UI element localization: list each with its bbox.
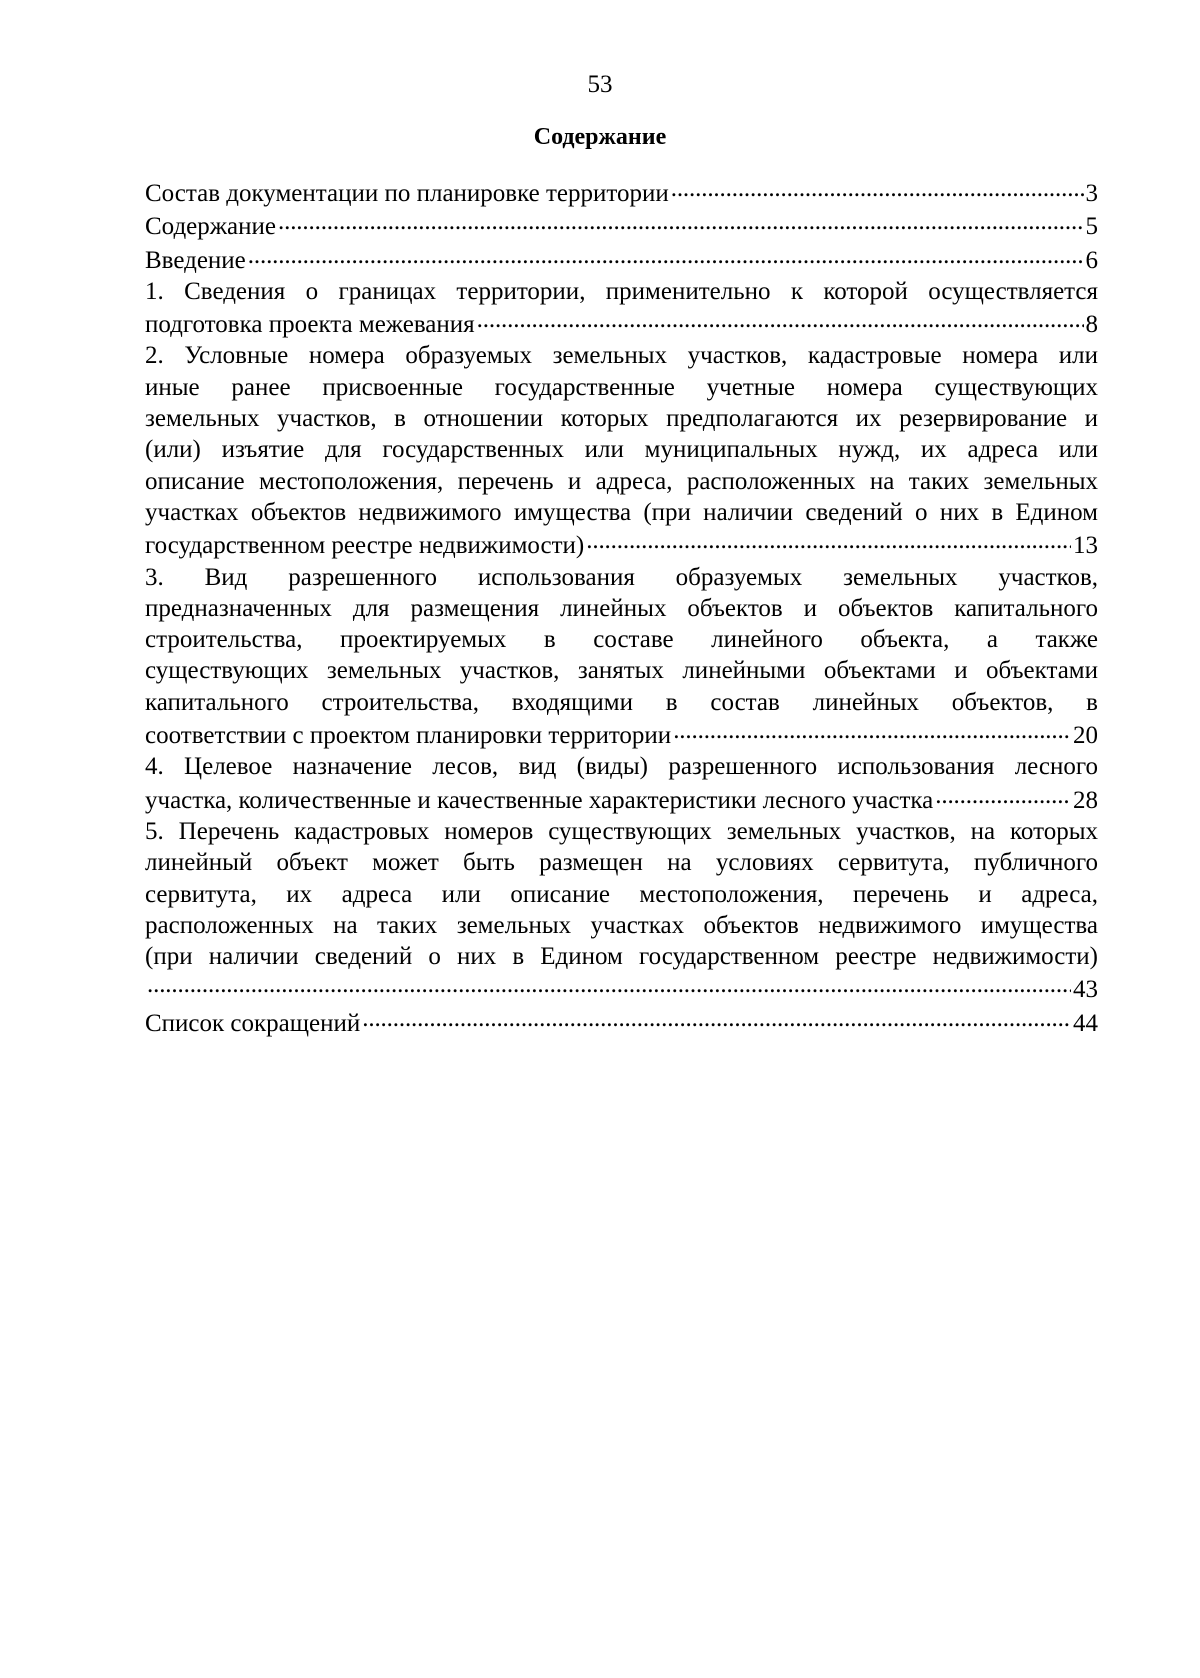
toc-page-number: 20 [1073,722,1098,750]
toc-entry-text: Список сокращений [145,1009,361,1037]
toc-entry-text: государственном реестре недвижимости) [145,532,585,560]
toc-entry-line: описание местоположения, перечень и адреса, расположенных на таких земельных [145,467,1098,495]
page-number: 53 [587,71,613,98]
toc-entry-text: участка, количественные и качественные характеристики лесного участка [145,786,934,814]
toc-page-number: 6 [1085,246,1098,274]
toc-page-number: 43 [1073,976,1098,1004]
dot-leader [935,783,1071,808]
toc-entry-line: расположенных на таких земельных участках объектов недвижимого имущества [145,911,1098,939]
toc-entry[interactable] [145,1006,1098,1039]
toc-entry-last-line [145,972,1098,1005]
toc-entry-line: 2. Условные номера образуемых земельных участков, кадастровые номера или [145,342,1098,370]
toc-entry-line: 1. Сведения о границах территории, применительно к которой осуществляется [145,277,1098,305]
toc-entry-line: 4. Целевое назначение лесов, вид (виды) разрешенного использования лесного [145,753,1098,781]
toc-entry-line: существующих земельных участков, занятых линейными объектами и объектами [145,657,1098,685]
toc-entry[interactable] [145,209,1098,242]
dot-leader [362,1006,1071,1031]
dot-leader [248,243,1084,268]
toc-entry-line: строительства, проектируемых в составе линейного объекта, а также [145,626,1098,654]
dot-leader [673,718,1071,743]
dot-leader [278,209,1084,234]
toc-page-number: 13 [1073,532,1098,560]
toc-page-number: 5 [1085,213,1098,241]
toc-entry-text: Содержание [145,213,276,241]
toc-entry-last-line [145,718,1098,751]
toc-page-number: 3 [1085,180,1098,207]
toc-entry-line: сервитута, их адреса или описание местоположения, перечень и адреса, [145,880,1098,908]
dot-leader [671,176,1084,201]
toc-entry-last-line [145,1006,1098,1039]
table-of-contents [145,176,1098,1039]
toc-entry-line: иные ранее присвоенные государственные учетные номера существующих [145,373,1098,401]
toc-entry-line: (или) изъятие для государственных или муниципальных нужд, их адреса или [145,436,1098,464]
toc-entry-last-line [145,528,1098,561]
toc-entry-text: Введение [145,246,246,274]
toc-entry-text: соответствии с проектом планировки территории [145,722,672,750]
toc-entry[interactable] [145,340,1098,561]
toc-entry-line: земельных участков, в отношении которых предполагаются их резервирование и [145,405,1098,433]
toc-entry-line: линейный объект может быть размещен на условиях сервитута, публичного [145,849,1098,877]
toc-entry-line: участках объектов недвижимого имущества (при наличии сведений о них в Едином [145,498,1098,526]
toc-entry-last-line [145,243,1098,276]
toc-page-number: 8 [1085,311,1098,339]
toc-entry-text: подготовка проекта межевания [145,311,475,339]
toc-entry[interactable] [145,176,1098,209]
toc-entry-line: капитального строительства, входящими в состав линейных объектов, в [145,688,1098,716]
toc-entry-last-line [145,783,1098,816]
toc-entry[interactable] [145,562,1098,752]
toc-entry-line: 3. Вид разрешенного использования образуемых земельных участков, [145,563,1098,591]
toc-entry-last-line [145,209,1098,242]
dot-leader [586,528,1071,553]
toc-entry[interactable] [145,276,1098,341]
toc-entry[interactable] [145,243,1098,276]
toc-entry[interactable] [145,751,1098,816]
toc-entry-line: предназначенных для размещения линейных объектов и объектов капитального [145,594,1098,622]
toc-entry[interactable] [145,816,1098,1006]
toc-entry-line: 5. Перечень кадастровых номеров существующих земельных участков, на которых [145,817,1098,845]
toc-entry-text: Состав документации по планировке территории [145,180,669,207]
toc-entry-last-line [145,307,1098,340]
dot-leader [477,307,1084,332]
toc-page-number: 44 [1073,1009,1098,1037]
toc-entry-line: (при наличии сведений о них в Едином государственном реестре недвижимости) [145,943,1098,971]
toc-title: Содержание [533,124,667,150]
toc-entry-last-line [145,176,1098,209]
toc-page-number: 28 [1073,786,1098,814]
dot-leader [147,972,1071,997]
